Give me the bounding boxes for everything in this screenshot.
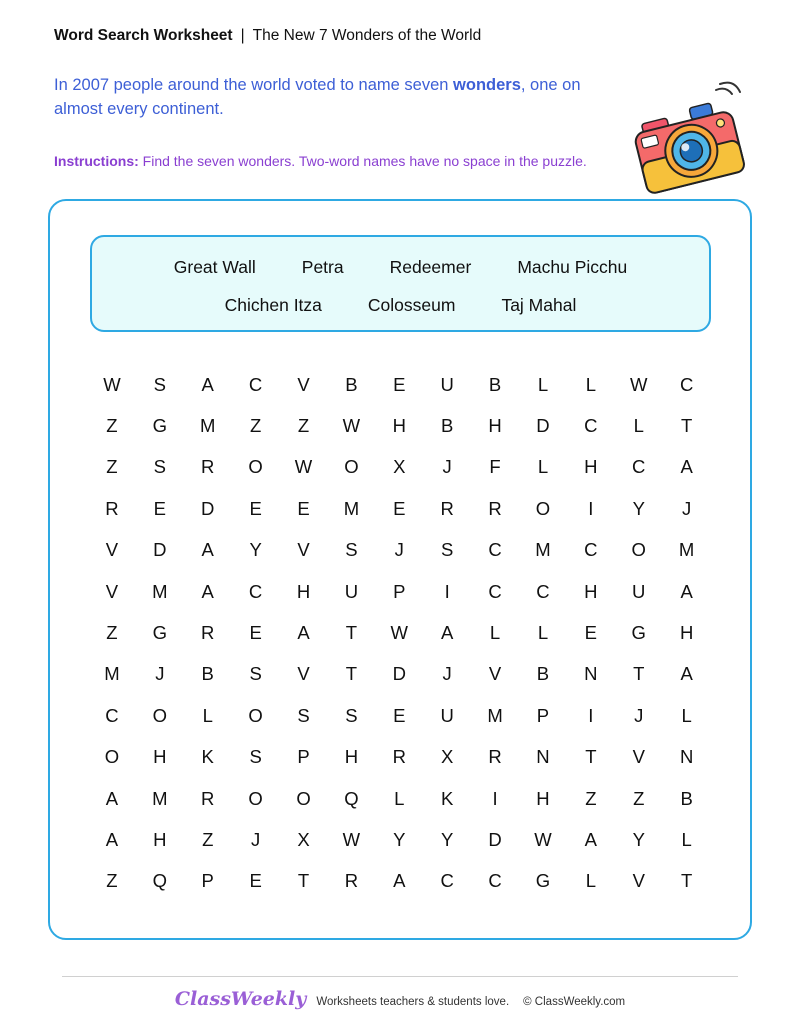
footer-divider: [62, 976, 738, 977]
grid-letter: A: [201, 539, 214, 561]
grid-letter: C: [248, 373, 263, 395]
grid-letter: J: [442, 663, 452, 685]
word-bank-row-2: [92, 295, 709, 316]
grid-letter: S: [297, 704, 310, 726]
grid-letter: A: [297, 622, 310, 644]
grid-row: [88, 488, 711, 529]
grid-letter: S: [249, 746, 262, 768]
grid-letter: L: [633, 415, 644, 437]
word-bank: [90, 235, 711, 332]
grid-letter: N: [536, 746, 550, 768]
grid-letter: L: [202, 704, 213, 726]
grid-letter: S: [153, 456, 166, 478]
grid-letter: U: [440, 704, 454, 726]
grid-letter: A: [441, 622, 454, 644]
grid-letter: E: [153, 497, 166, 519]
grid-letter: L: [585, 870, 596, 892]
grid-letter: A: [680, 663, 693, 685]
grid-letter: M: [535, 539, 551, 561]
grid-letter: C: [488, 870, 502, 892]
grid-letter: P: [393, 580, 406, 602]
grid-letter: V: [297, 373, 310, 395]
grid-letter: T: [345, 622, 358, 644]
grid-letter: L: [681, 828, 692, 850]
grid-letter: K: [201, 746, 214, 768]
word-bank-row-1: [92, 257, 709, 278]
grid-letter: Z: [106, 415, 118, 437]
grid-letter: I: [588, 497, 594, 519]
grid-letter: R: [488, 497, 502, 519]
grid-letter: J: [442, 456, 452, 478]
grid-letter: J: [250, 828, 261, 850]
grid-letter: T: [680, 415, 693, 437]
worksheet-subtitle: The New 7 Wonders of the World: [252, 27, 482, 44]
letter-grid: [88, 364, 711, 902]
grid-letter: H: [679, 622, 694, 644]
grid-letter: Z: [249, 415, 262, 437]
grid-letter: G: [152, 415, 168, 437]
grid-letter: H: [584, 456, 598, 478]
grid-letter: T: [297, 870, 310, 892]
grid-letter: C: [105, 704, 119, 726]
grid-letter: E: [249, 497, 262, 519]
grid-letter: I: [588, 704, 594, 726]
grid-letter: A: [201, 580, 214, 602]
grid-letter: Z: [585, 787, 597, 809]
word-bank-item: Colosseum: [367, 295, 456, 315]
grid-letter: H: [584, 580, 598, 602]
grid-letter: B: [488, 373, 502, 395]
grid-row: [88, 819, 711, 860]
grid-letter: Z: [106, 622, 118, 644]
grid-letter: O: [631, 539, 646, 561]
grid-letter: H: [153, 746, 167, 768]
grid-row: [88, 405, 711, 446]
grid-letter: C: [584, 539, 598, 561]
grid-letter: O: [248, 787, 263, 809]
grid-letter: W: [390, 622, 409, 644]
grid-letter: R: [201, 787, 215, 809]
grid-letter: C: [248, 580, 263, 602]
grid-letter: F: [489, 456, 501, 478]
grid-letter: G: [152, 622, 168, 644]
grid-letter: W: [534, 828, 552, 850]
grid-row: [88, 447, 711, 488]
footer-copyright: © ClassWeekly.com: [523, 996, 626, 1008]
grid-letter: T: [680, 870, 693, 892]
grid-letter: P: [297, 746, 310, 768]
grid-letter: R: [344, 870, 359, 892]
grid-letter: B: [536, 663, 550, 685]
grid-letter: V: [297, 539, 310, 561]
grid-letter: N: [679, 746, 694, 768]
grid-letter: H: [536, 787, 550, 809]
grid-letter: D: [153, 539, 167, 561]
grid-letter: H: [488, 415, 502, 437]
grid-letter: O: [248, 704, 263, 726]
grid-letter: Z: [106, 456, 118, 478]
grid-letter: H: [344, 746, 359, 768]
grid-letter: S: [441, 539, 454, 561]
grid-letter: H: [392, 415, 406, 437]
grid-letter: C: [488, 580, 502, 602]
grid-letter: J: [394, 539, 404, 561]
grid-letter: O: [535, 497, 551, 519]
grid-letter: C: [440, 870, 454, 892]
grid-letter: A: [584, 828, 598, 850]
grid-letter: T: [345, 663, 358, 685]
grid-letter: W: [342, 415, 361, 437]
footer-tagline: Worksheets teachers & students love.: [316, 996, 510, 1008]
grid-letter: C: [584, 415, 598, 437]
grid-letter: L: [537, 373, 549, 395]
grid-letter: T: [633, 663, 645, 685]
grid-row: [88, 778, 711, 819]
grid-row: [88, 737, 711, 778]
grid-letter: G: [631, 622, 646, 644]
grid-letter: A: [201, 373, 214, 395]
grid-letter: A: [680, 456, 693, 478]
grid-letter: Q: [344, 787, 359, 809]
grid-row: [88, 571, 711, 612]
grid-letter: M: [343, 497, 360, 519]
intro-after: , one on almost every continent.: [54, 76, 581, 118]
grid-letter: L: [681, 704, 692, 726]
grid-letter: O: [152, 704, 168, 726]
grid-letter: L: [489, 622, 501, 644]
grid-letter: S: [153, 373, 166, 395]
grid-letter: D: [201, 497, 215, 519]
grid-letter: M: [200, 415, 216, 437]
word-bank-item: Great Wall: [173, 257, 256, 277]
camera-icon: [628, 80, 746, 194]
grid-letter: D: [488, 828, 502, 850]
grid-letter: E: [249, 622, 262, 644]
grid-letter: Z: [633, 787, 645, 809]
grid-row: [88, 695, 711, 736]
grid-letter: B: [680, 787, 693, 809]
grid-letter: A: [393, 870, 406, 892]
grid-letter: W: [630, 373, 648, 395]
grid-letter: L: [585, 373, 596, 395]
grid-letter: C: [632, 456, 646, 478]
grid-letter: E: [393, 373, 406, 395]
grid-letter: Z: [202, 828, 214, 850]
grid-letter: L: [394, 787, 405, 809]
grid-letter: O: [104, 746, 120, 768]
grid-letter: P: [201, 870, 214, 892]
grid-letter: N: [584, 663, 598, 685]
footer: [0, 988, 800, 1010]
grid-letter: Z: [297, 415, 310, 437]
grid-letter: R: [105, 497, 119, 519]
brand-logo: ClassWeekly: [174, 988, 307, 1010]
grid-letter: J: [634, 704, 644, 726]
grid-letter: V: [488, 663, 502, 685]
grid-letter: E: [584, 622, 598, 644]
grid-letter: X: [393, 456, 406, 478]
grid-letter: S: [345, 704, 358, 726]
grid-letter: V: [632, 746, 645, 768]
grid-letter: X: [441, 746, 454, 768]
grid-letter: U: [344, 580, 359, 602]
grid-letter: B: [441, 415, 454, 437]
grid-letter: D: [392, 663, 406, 685]
word-bank-item: Taj Mahal: [501, 295, 577, 315]
intro-highlight: wonders: [453, 76, 521, 94]
grid-letter: M: [487, 704, 503, 726]
grid-letter: T: [585, 746, 597, 768]
grid-letter: O: [248, 456, 263, 478]
grid-letter: Z: [106, 870, 118, 892]
grid-letter: M: [678, 539, 695, 561]
grid-letter: R: [488, 746, 502, 768]
grid-letter: X: [297, 828, 310, 850]
grid-letter: W: [103, 373, 121, 395]
instructions-label: Instructions:: [54, 153, 139, 169]
grid-letter: L: [537, 456, 549, 478]
worksheet-header: [54, 27, 481, 45]
grid-letter: Y: [441, 828, 454, 850]
grid-letter: L: [537, 622, 549, 644]
grid-row: [88, 364, 711, 405]
grid-letter: Y: [249, 539, 262, 561]
word-bank-item: Machu Picchu: [517, 257, 628, 277]
grid-letter: Y: [632, 497, 645, 519]
grid-letter: O: [344, 456, 359, 478]
grid-letter: U: [632, 580, 646, 602]
grid-letter: G: [535, 870, 551, 892]
grid-letter: V: [105, 580, 119, 602]
intro-before: In 2007 people around the world voted to name seven: [54, 76, 454, 94]
grid-letter: M: [152, 580, 168, 602]
grid-letter: Q: [152, 870, 168, 892]
worksheet-title: Word Search Worksheet: [54, 27, 233, 44]
grid-letter: B: [201, 663, 214, 685]
grid-row: [88, 612, 711, 653]
grid-letter: A: [105, 787, 119, 809]
grid-letter: V: [632, 870, 645, 892]
grid-letter: P: [536, 704, 550, 726]
grid-letter: A: [105, 828, 119, 850]
grid-letter: H: [296, 580, 311, 602]
grid-letter: M: [104, 663, 120, 685]
grid-letter: W: [294, 456, 313, 478]
grid-letter: E: [249, 870, 262, 892]
grid-letter: D: [536, 415, 550, 437]
grid-letter: R: [392, 746, 406, 768]
grid-letter: I: [492, 787, 498, 809]
grid-letter: M: [152, 787, 168, 809]
header-separator: |: [240, 27, 245, 44]
grid-letter: E: [297, 497, 310, 519]
grid-letter: Y: [393, 828, 406, 850]
grid-letter: U: [440, 373, 454, 395]
grid-letter: S: [249, 663, 262, 685]
grid-letter: J: [155, 663, 165, 685]
word-bank-item: Redeemer: [389, 257, 472, 277]
grid-letter: R: [440, 497, 454, 519]
grid-letter: C: [679, 373, 694, 395]
grid-row: [88, 861, 711, 902]
grid-row: [88, 530, 711, 571]
instructions-text: Find the seven wonders. Two-word names have no space in the puzzle.: [138, 153, 587, 169]
grid-letter: E: [393, 704, 406, 726]
grid-letter: I: [444, 580, 450, 602]
grid-letter: A: [680, 580, 693, 602]
grid-letter: R: [201, 456, 215, 478]
grid-letter: W: [342, 828, 361, 850]
grid-letter: V: [105, 539, 119, 561]
grid-letter: S: [345, 539, 358, 561]
grid-letter: H: [153, 828, 167, 850]
grid-letter: V: [297, 663, 310, 685]
intro-text: [54, 73, 614, 121]
grid-letter: B: [345, 373, 358, 395]
grid-letter: R: [201, 622, 215, 644]
grid-letter: J: [682, 497, 692, 519]
grid-letter: C: [488, 539, 502, 561]
grid-letter: Y: [632, 828, 645, 850]
word-bank-item: Chichen Itza: [224, 295, 322, 315]
grid-letter: O: [296, 787, 311, 809]
grid-letter: E: [393, 497, 406, 519]
grid-letter: C: [536, 580, 550, 602]
word-bank-item: Petra: [301, 257, 344, 277]
grid-letter: K: [441, 787, 454, 809]
grid-row: [88, 654, 711, 695]
instructions: [54, 150, 614, 173]
